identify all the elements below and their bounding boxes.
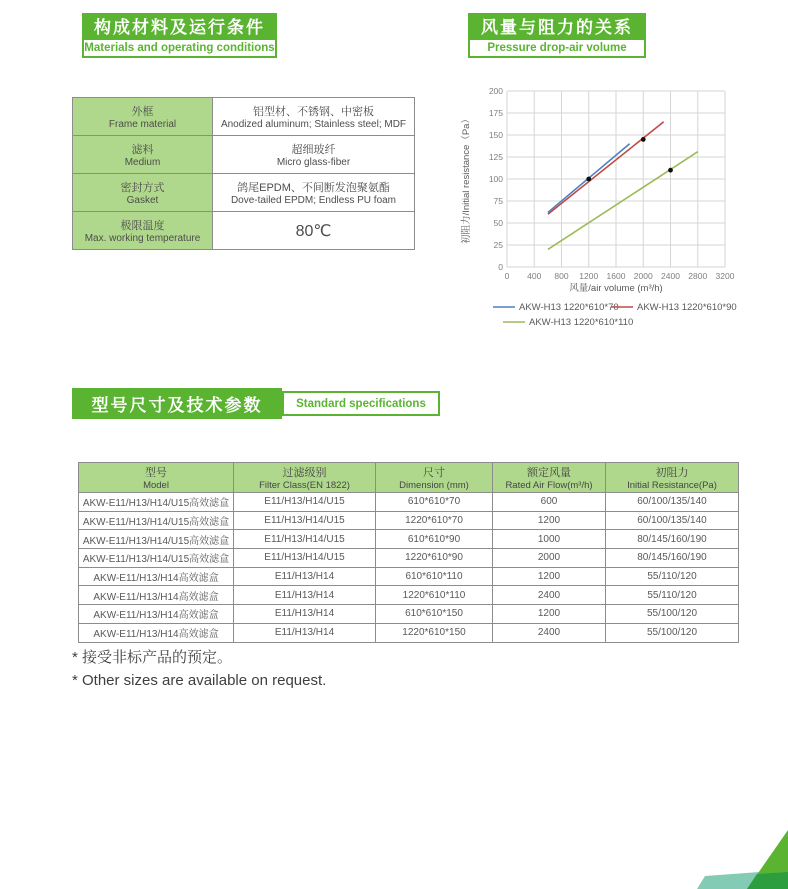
svg-text:2000: 2000 <box>633 271 653 281</box>
spec-table-cell: 1220*610*70 <box>376 511 493 530</box>
corner-decoration <box>688 824 788 889</box>
svg-text:2800: 2800 <box>688 271 708 281</box>
spec-table-cell: 600 <box>493 493 606 512</box>
spec-table-cell: AKW-E11/H13/H14高效滤盒 <box>79 623 234 642</box>
spec-table-cell: 1220*610*150 <box>376 623 493 642</box>
materials-row <box>73 174 415 212</box>
materials-row-label: 密封方式 Gasket <box>73 174 213 212</box>
materials-row <box>73 136 415 174</box>
spec-table-cell: 1220*610*110 <box>376 586 493 605</box>
spec-table-row <box>79 586 739 605</box>
spec-table-cell: E11/H13/H14/U15 <box>234 493 376 512</box>
spec-table <box>78 462 739 643</box>
section-pressure-title-en: Pressure drop-air volume <box>468 38 646 58</box>
spec-table-cell: 55/110/120 <box>606 567 739 586</box>
spec-table-cell: 1200 <box>493 605 606 624</box>
svg-text:100: 100 <box>488 174 503 184</box>
section-specs-title-en: Standard specifications <box>282 391 440 416</box>
spec-table-row <box>79 567 739 586</box>
materials-table-body <box>73 98 415 250</box>
spec-table-cell: E11/H13/H14 <box>234 586 376 605</box>
spec-table-cell: 55/100/120 <box>606 605 739 624</box>
spec-header-cell: 型号 Model <box>79 463 234 493</box>
spec-table-row <box>79 623 739 642</box>
chart-y-axis-label: 初阻力/Initial resistance（Pa） <box>461 114 472 244</box>
svg-text:2400: 2400 <box>661 271 680 281</box>
chart-grid <box>507 91 725 267</box>
materials-row-label: 滤料 Medium <box>73 136 213 174</box>
footnote-zh: * 接受非标产品的预定。 <box>72 649 233 666</box>
svg-text:150: 150 <box>488 130 503 140</box>
chart-series <box>548 122 698 250</box>
svg-text:200: 200 <box>488 86 503 96</box>
spec-table-cell: 60/100/135/140 <box>606 493 739 512</box>
svg-text:0: 0 <box>498 262 503 272</box>
spec-table-cell: AKW-E11/H13/H14高效滤盒 <box>79 605 234 624</box>
materials-row-value: 铝型材、不锈钢、中密板 Anodized aluminum; Stainless steel; MDF <box>213 98 415 136</box>
spec-table-cell: E11/H13/H14 <box>234 623 376 642</box>
spec-table-row <box>79 549 739 568</box>
svg-text:25: 25 <box>493 240 503 250</box>
footnote-en: * Other sizes are available on request. <box>72 672 327 689</box>
svg-text:1600: 1600 <box>606 271 626 281</box>
spec-table-header-row <box>79 463 739 493</box>
svg-text:1200: 1200 <box>579 271 599 281</box>
materials-row-value: 80℃ <box>213 212 415 250</box>
section-specs-title-zh: 型号尺寸及技术参数 <box>72 388 282 419</box>
spec-table-cell: AKW-E11/H13/H14/U15高效滤盒 <box>79 493 234 512</box>
chart-markers <box>586 137 673 181</box>
spec-table-cell: 2400 <box>493 623 606 642</box>
spec-table-row <box>79 530 739 549</box>
spec-table-cell: 610*610*150 <box>376 605 493 624</box>
materials-row <box>73 98 415 136</box>
spec-table-cell: 1000 <box>493 530 606 549</box>
chart-svg <box>455 85 785 335</box>
pressure-chart <box>455 85 785 335</box>
materials-row-label: 外框 Frame material <box>73 98 213 136</box>
svg-text:3200: 3200 <box>715 271 735 281</box>
section-pressure-title-zh: 风量与阻力的关系 <box>468 13 646 38</box>
spec-header-cell: 过滤级别 Filter Class(EN 1822) <box>234 463 376 493</box>
section-pressure-header <box>468 13 646 58</box>
svg-text:175: 175 <box>488 108 503 118</box>
svg-text:AKW-H13 1220*610*70: AKW-H13 1220*610*70 <box>519 302 619 313</box>
spec-table-cell: 610*610*110 <box>376 567 493 586</box>
spec-table-cell: E11/H13/H14 <box>234 567 376 586</box>
chart-x-axis-label: 风量/air volume (m³/h) <box>569 283 663 294</box>
spec-table-cell: 1220*610*90 <box>376 549 493 568</box>
materials-row-label: 极限温度 Max. working temperature <box>73 212 213 250</box>
spec-table-row <box>79 605 739 624</box>
svg-text:125: 125 <box>488 152 503 162</box>
spec-table-cell: AKW-E11/H13/H14/U15高效滤盒 <box>79 549 234 568</box>
spec-table-cell: 80/145/160/190 <box>606 549 739 568</box>
spec-table-cell: 1200 <box>493 567 606 586</box>
spec-table-cell: 80/145/160/190 <box>606 530 739 549</box>
spec-header-cell: 额定风量 Rated Air Flow(m³/h) <box>493 463 606 493</box>
spec-header-cell: 尺寸 Dimension (mm) <box>376 463 493 493</box>
svg-text:0: 0 <box>504 271 510 281</box>
chart-legend <box>493 302 737 328</box>
svg-text:800: 800 <box>554 271 569 281</box>
spec-table-cell: 2000 <box>493 549 606 568</box>
svg-text:50: 50 <box>493 218 503 228</box>
spec-table-cell: E11/H13/H14/U15 <box>234 511 376 530</box>
spec-table-cell: AKW-E11/H13/H14高效滤盒 <box>79 567 234 586</box>
spec-table-row <box>79 511 739 530</box>
spec-table-cell: 55/100/120 <box>606 623 739 642</box>
section-specs-header <box>72 388 442 419</box>
svg-text:AKW-H13 1220*610*110: AKW-H13 1220*610*110 <box>529 317 634 328</box>
svg-text:75: 75 <box>493 196 503 206</box>
spec-header-cell: 初阻力 Initial Resistance(Pa) <box>606 463 739 493</box>
spec-table-cell: 1200 <box>493 511 606 530</box>
svg-text:400: 400 <box>527 271 542 281</box>
section-materials-title-en: Materials and operating conditions <box>82 38 277 58</box>
materials-table <box>72 97 415 250</box>
spec-table-cell: 60/100/135/140 <box>606 511 739 530</box>
spec-table-cell: E11/H13/H14/U15 <box>234 549 376 568</box>
materials-row-value: 鸽尾EPDM、不间断发泡聚氨酯 Dove-tailed EPDM; Endless PU foam <box>213 174 415 212</box>
section-materials-title-zh: 构成材料及运行条件 <box>82 13 277 38</box>
spec-table-cell: E11/H13/H14/U15 <box>234 530 376 549</box>
spec-table-cell: AKW-E11/H13/H14/U15高效滤盒 <box>79 511 234 530</box>
spec-table-cell: AKW-E11/H13/H14/U15高效滤盒 <box>79 530 234 549</box>
spec-table-cell: AKW-E11/H13/H14高效滤盒 <box>79 586 234 605</box>
footnotes <box>72 646 326 692</box>
spec-table-cell: 610*610*90 <box>376 530 493 549</box>
section-materials-header <box>82 13 277 58</box>
spec-table-cell: E11/H13/H14 <box>234 605 376 624</box>
spec-table-row <box>79 493 739 512</box>
materials-row <box>73 212 415 250</box>
spec-table-cell: 610*610*70 <box>376 493 493 512</box>
spec-table-body <box>79 493 739 643</box>
svg-text:AKW-H13 1220*610*90: AKW-H13 1220*610*90 <box>637 302 737 313</box>
materials-row-value: 超细玻纤 Micro glass-fiber <box>213 136 415 174</box>
spec-table-cell: 2400 <box>493 586 606 605</box>
spec-table-cell: 55/110/120 <box>606 586 739 605</box>
